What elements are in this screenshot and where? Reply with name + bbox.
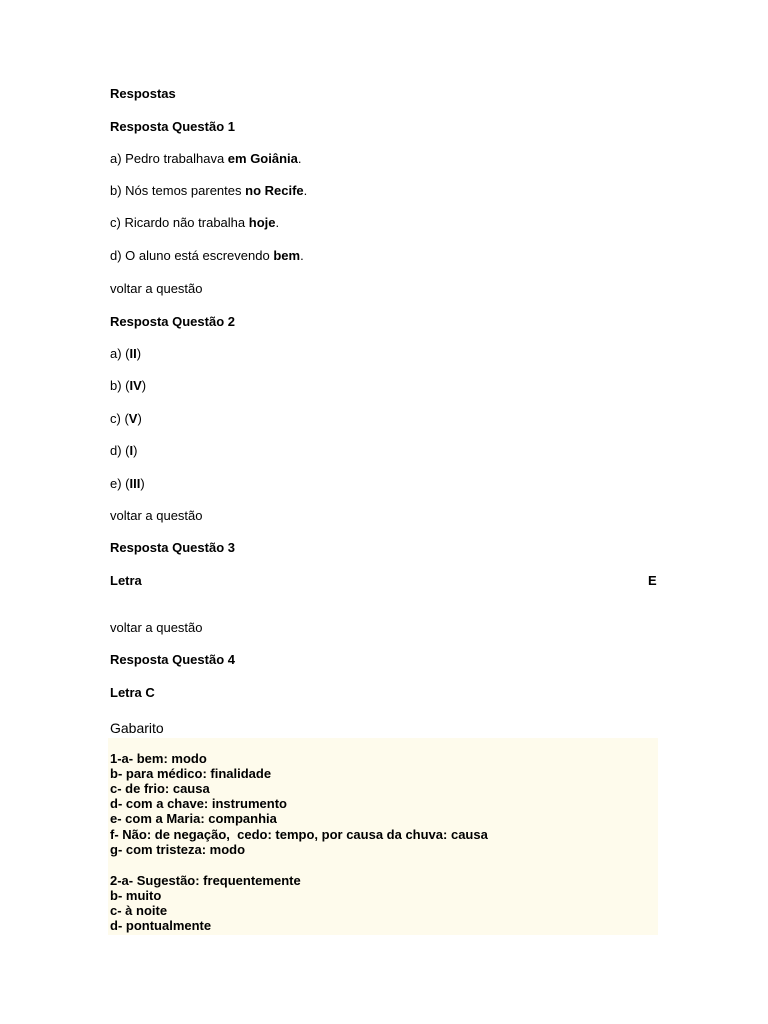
answer-end: ) bbox=[133, 443, 138, 458]
answer-bold: IV bbox=[129, 378, 142, 393]
answer-bold: hoje bbox=[248, 215, 276, 230]
answer-end: ) bbox=[140, 476, 145, 491]
gabarito-line: d- pontualmente bbox=[110, 918, 212, 933]
q2-answer-b bbox=[110, 378, 146, 393]
q2-answer-c bbox=[110, 411, 142, 426]
answer-text: c) Ricardo não trabalha bbox=[110, 215, 249, 230]
answer-bold: II bbox=[129, 346, 137, 361]
gabarito-line: g- com tristeza: modo bbox=[110, 842, 246, 857]
answer-end: ) bbox=[137, 411, 142, 426]
q1-answer-b bbox=[110, 183, 307, 198]
q1-answer-c bbox=[110, 215, 279, 230]
answer-text: d) O aluno está escrevendo bbox=[110, 248, 274, 263]
answer-bold: I bbox=[129, 443, 134, 458]
answer-text: b) Nós temos parentes bbox=[110, 183, 246, 198]
gabarito-line: 2-a- Sugestão: frequentemente bbox=[110, 873, 301, 888]
answer-text: e) ( bbox=[110, 476, 130, 491]
gabarito-line: b- muito bbox=[110, 888, 162, 903]
answer-end: . bbox=[303, 183, 308, 198]
answer-bold: V bbox=[128, 411, 138, 426]
answer-bold: em Goiânia bbox=[227, 151, 298, 166]
answer-end: . bbox=[297, 151, 302, 166]
q2-answer-d bbox=[110, 443, 137, 458]
q1-answer-d bbox=[110, 248, 304, 263]
gabarito-line: d- com a chave: instrumento bbox=[110, 796, 287, 811]
q1-back-link[interactable]: voltar a questão bbox=[110, 281, 203, 296]
answer-end: . bbox=[275, 215, 280, 230]
answer-bold: no Recife bbox=[245, 183, 304, 198]
q1-title: Resposta Questão 1 bbox=[110, 119, 235, 134]
q2-answer-e bbox=[110, 476, 145, 491]
gabarito-line: c- à noite bbox=[110, 903, 168, 918]
answer-bold: bem bbox=[273, 248, 301, 263]
gabarito-line: e- com a Maria: companhia bbox=[110, 811, 277, 826]
answer-end: ) bbox=[136, 346, 142, 361]
q1-answer-a bbox=[110, 151, 302, 166]
q3-title: Resposta Questão 3 bbox=[110, 540, 235, 555]
gabarito-title: Gabarito bbox=[110, 720, 164, 736]
q2-back-link[interactable]: voltar a questão bbox=[110, 508, 203, 523]
page-heading: Respostas bbox=[110, 86, 176, 101]
q3-answer-letter: E bbox=[648, 573, 657, 588]
q4-answer: Letra C bbox=[110, 685, 155, 700]
q3-letra-label: Letra bbox=[110, 573, 142, 588]
answer-end: ) bbox=[141, 378, 147, 393]
answer-bold: III bbox=[129, 476, 141, 491]
q2-title: Resposta Questão 2 bbox=[110, 314, 235, 329]
q2-answer-a bbox=[110, 346, 141, 361]
answer-text: d) ( bbox=[110, 443, 130, 458]
gabarito-line: c- de frio: causa bbox=[110, 781, 210, 796]
q4-title: Resposta Questão 4 bbox=[110, 652, 235, 667]
gabarito-line: 1-a- bem: modo bbox=[110, 751, 207, 766]
answer-text: a) ( bbox=[110, 346, 130, 361]
gabarito-box bbox=[108, 738, 658, 935]
answer-text: c) ( bbox=[110, 411, 129, 426]
answer-text: b) ( bbox=[110, 378, 130, 393]
q3-back-link[interactable]: voltar a questão bbox=[110, 620, 203, 635]
gabarito-line: b- para médico: finalidade bbox=[110, 766, 272, 781]
gabarito-line: f- Não: de negação, cedo: tempo, por causa da chuva: causa bbox=[110, 827, 488, 842]
answer-text: a) Pedro trabalhava bbox=[110, 151, 228, 166]
answer-end: . bbox=[300, 248, 304, 263]
